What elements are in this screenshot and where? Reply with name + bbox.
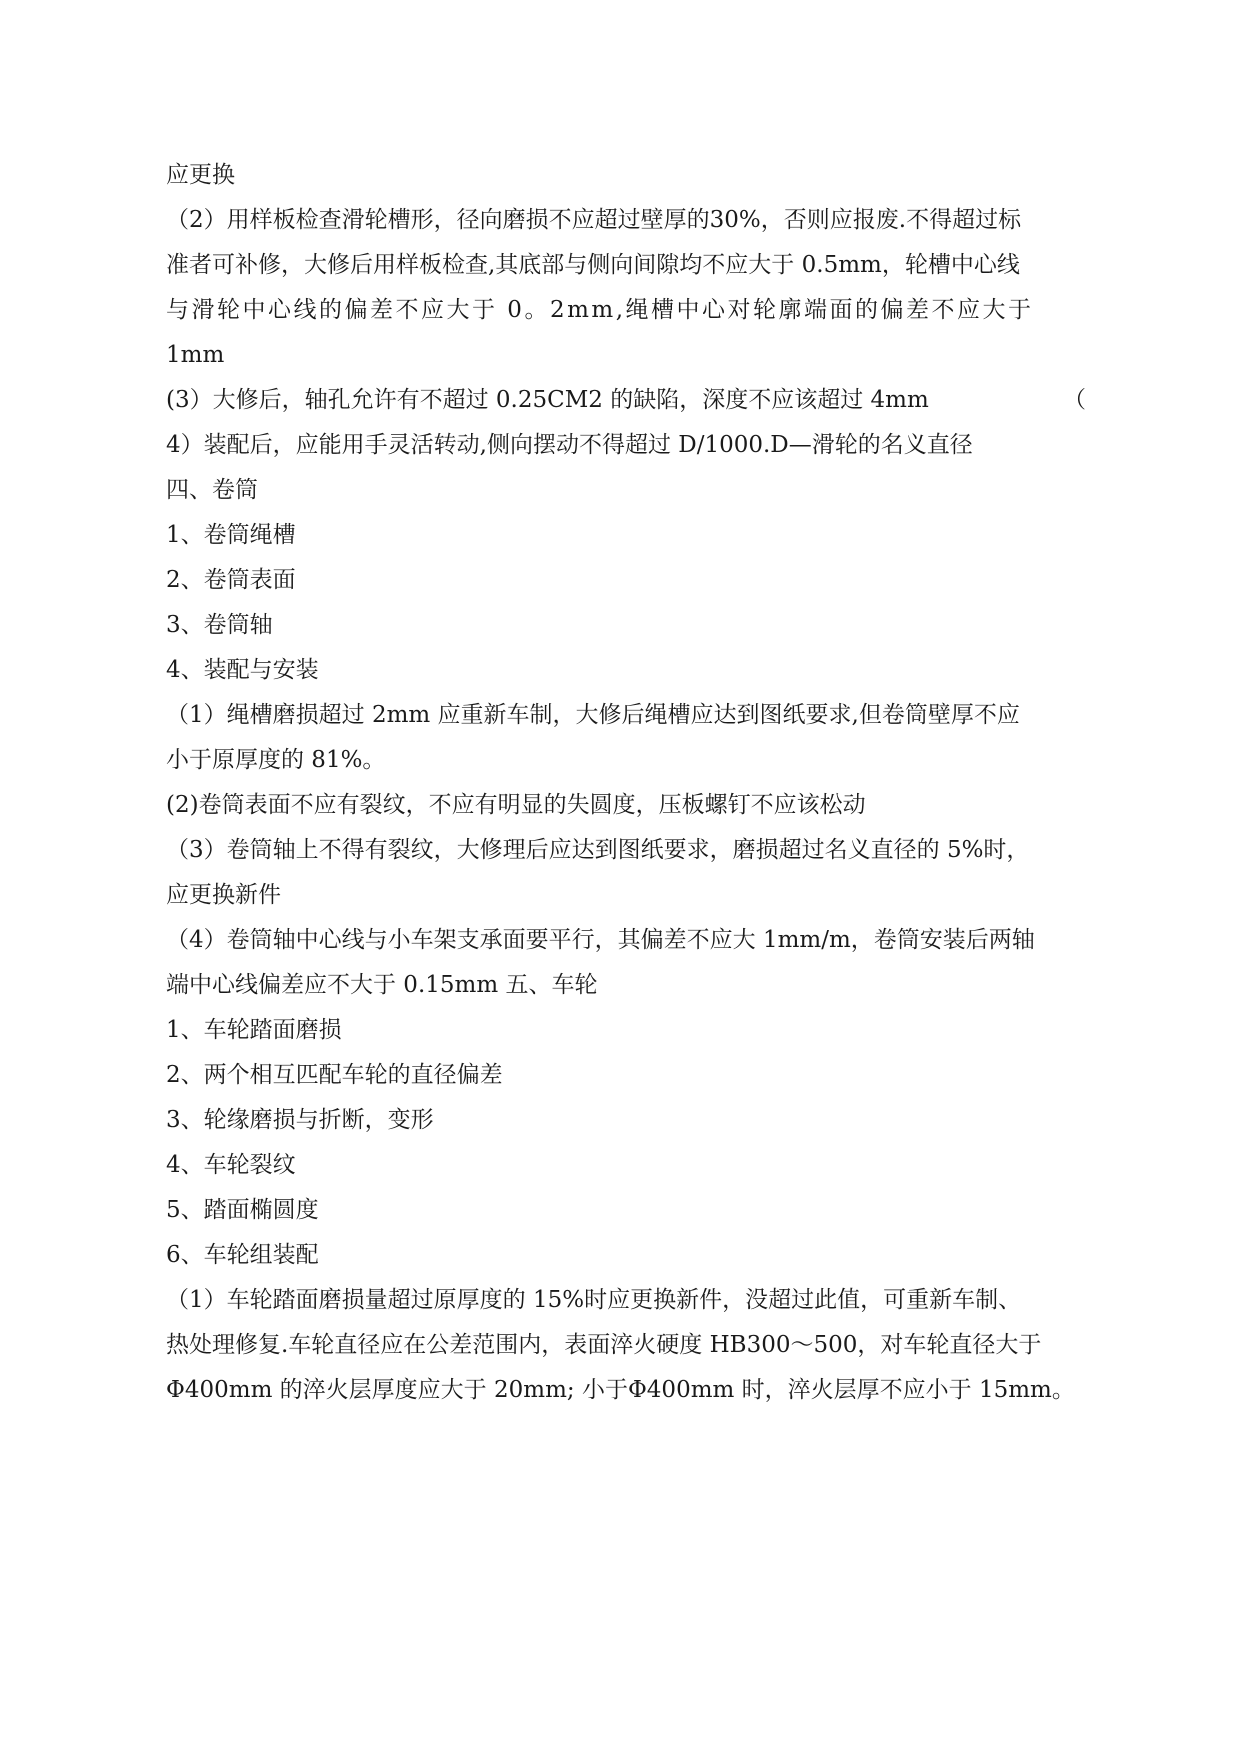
trailing-paren: （ <box>1063 387 1086 413</box>
text-line: （3）卷筒轴上不得有裂纹，大修理后应达到图纸要求，磨损超过名义直径的 5%时， <box>166 837 1030 863</box>
text-line <box>166 385 1086 415</box>
text-line: （1）车轮踏面磨损量超过原厚度的 15%时应更换新件，没超过此值，可重新车制、 <box>166 1287 1022 1313</box>
text-line: （4）卷筒轴中心线与小车架支承面要平行，其偏差不应大 1mm/m，卷筒安装后两轴 <box>166 927 1035 953</box>
text-line: 4）装配后，应能用手灵活转动,侧向摆动不得超过 D/1000.D—滑轮的名义直径 <box>166 432 973 458</box>
text-line: （1）绳槽磨损超过 2mm 应重新车制，大修后绳槽应达到图纸要求,但卷筒壁厚不应 <box>166 702 1020 728</box>
text-line: 应更换新件 <box>166 882 281 908</box>
list-item: 1、车轮踏面磨损 <box>166 1017 342 1043</box>
text-line: 1mm <box>166 342 225 368</box>
text-line: 准者可补修，大修后用样板检查,其底部与侧向间隙均不应大于 0.5mm，轮槽中心线 <box>166 252 1020 278</box>
text-line: 端中心线偏差应不大于 0.15mm 五、车轮 <box>166 972 598 998</box>
text-line: 小于原厚度的 81%。 <box>166 747 386 773</box>
list-item: 1、卷筒绳槽 <box>166 522 296 548</box>
text-line: （2）用样板检查滑轮槽形，径向磨损不应超过壁厚的30%，否则应报废.不得超过标 <box>166 207 1022 233</box>
list-item: 4、车轮裂纹 <box>166 1152 296 1178</box>
list-item: 3、轮缘磨损与折断，变形 <box>166 1107 434 1133</box>
text-line: 应更换 <box>166 162 235 188</box>
text-line: 与滑轮中心线的偏差不应大于 0。2mm,绳槽中心对轮廓端面的偏差不应大于 <box>166 297 1034 323</box>
list-item: 3、卷筒轴 <box>166 612 273 638</box>
list-item: 2、两个相互匹配车轮的直径偏差 <box>166 1062 503 1088</box>
section-heading: 四、卷筒 <box>166 477 258 503</box>
text-line: Φ400mm 的淬火层厚度应大于 20mm; 小于Φ400mm 时，淬火层厚不应小于 15mm。 <box>166 1377 1075 1403</box>
list-item: 2、卷筒表面 <box>166 567 296 593</box>
text-line: (2)卷筒表面不应有裂纹，不应有明显的失圆度，压板螺钉不应该松动 <box>166 792 866 818</box>
list-item: 5、踏面椭圆度 <box>166 1197 319 1223</box>
text-line-content: (3）大修后，轴孔允许有不超过 0.25CM2 的缺陷，深度不应该超过 4mm <box>166 387 929 413</box>
text-line: 热处理修复.车轮直径应在公差范围内，表面淬火硬度 HB300～500，对车轮直径大于 <box>166 1332 1042 1358</box>
list-item: 6、车轮组装配 <box>166 1242 319 1268</box>
list-item: 4、装配与安装 <box>166 657 319 683</box>
